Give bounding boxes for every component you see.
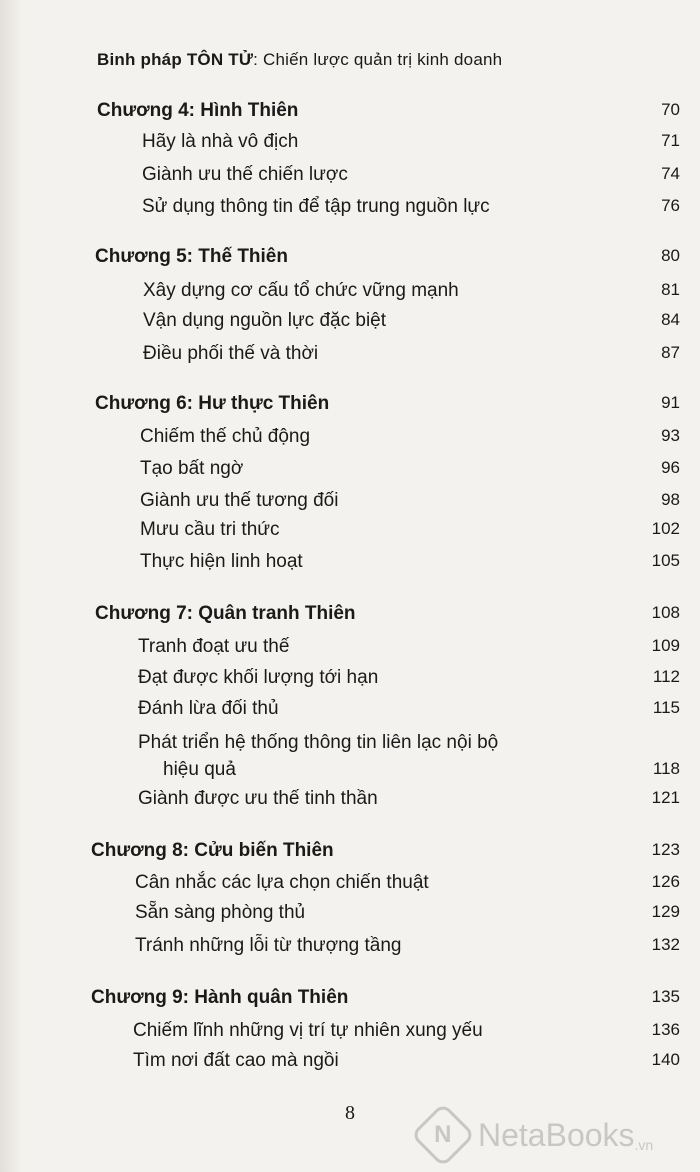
entry-page-number: 74 [661, 164, 680, 183]
entry-page-number: 115 [652, 698, 680, 717]
chapter-title: Chương 8: Cửu biến Thiên [91, 840, 334, 861]
toc-entry: Điều phối thế và thời [143, 343, 319, 364]
entry-page-number: 105 [651, 551, 680, 570]
toc-entry: Đánh lừa đối thủ [138, 698, 279, 719]
entry-page-number: 112 [652, 667, 680, 686]
toc-entry: Giành ưu thế tương đối [140, 490, 339, 511]
book-subtitle: Chiến lược quản trị kinh doanh [263, 50, 503, 69]
toc-entry: Tranh đoạt ưu thế [138, 636, 290, 657]
book-title: Binh pháp TÔN TỬ [97, 50, 254, 69]
page-folio: 8 [345, 1102, 355, 1124]
header-separator: : [253, 50, 259, 69]
entry-page-number: 121 [651, 788, 680, 807]
watermark-suffix: .vn [634, 1137, 654, 1153]
entry-page-number: 98 [661, 490, 680, 509]
chapter-page-number: 108 [651, 603, 680, 622]
toc-entry: Tạo bất ngờ [140, 458, 244, 479]
toc-entry: Tìm nơi đất cao mà ngồi [133, 1050, 339, 1071]
entry-page-number: 136 [651, 1020, 680, 1039]
toc-entry: Mưu cầu tri thức [140, 519, 280, 540]
netabooks-logo-icon [410, 1102, 475, 1167]
entry-page-number: 93 [661, 426, 680, 445]
toc-entry: Thực hiện linh hoạt [140, 551, 303, 572]
entry-page-number: 71 [661, 131, 680, 150]
toc-entry: Cân nhắc các lựa chọn chiến thuật [135, 872, 429, 893]
entry-page-number: 81 [661, 280, 680, 299]
entry-page-number: 118 [652, 759, 680, 778]
toc-entry: Đạt được khối lượng tới hạn [138, 667, 379, 688]
entry-page-number: 109 [651, 636, 680, 655]
chapter-page-number: 123 [651, 840, 680, 859]
entry-page-number: 102 [651, 519, 680, 538]
watermark-text: NetaBooks [478, 1116, 635, 1153]
entry-page-number: 87 [661, 343, 680, 362]
entry-page-number: 84 [661, 310, 680, 329]
chapter-page-number: 80 [661, 246, 680, 265]
entry-page-number: 132 [651, 935, 680, 954]
toc-entry-continuation: hiệu quả [163, 759, 236, 780]
toc-entry: Sử dụng thông tin để tập trung nguồn lực [142, 196, 490, 217]
toc-entry: Xây dựng cơ cấu tổ chức vững mạnh [143, 280, 459, 301]
toc-entry: Giành ưu thế chiến lược [142, 164, 348, 185]
toc-entry: Phát triển hệ thống thông tin liên lạc nội bộ [138, 732, 499, 753]
entry-page-number: 126 [651, 872, 680, 891]
chapter-title: Chương 4: Hình Thiên [97, 100, 299, 121]
chapter-title: Chương 9: Hành quân Thiên [91, 987, 349, 1008]
entry-page-number: 129 [651, 902, 680, 921]
watermark-logo-letter: N [434, 1121, 452, 1148]
chapter-title: Chương 6: Hư thực Thiên [95, 393, 330, 414]
toc-entry: Chiếm thế chủ động [140, 426, 311, 447]
chapter-page-number: 91 [661, 393, 680, 412]
chapter-page-number: 135 [651, 987, 680, 1006]
toc-entry: Vận dụng nguồn lực đặc biệt [143, 310, 387, 331]
entry-page-number: 140 [651, 1050, 680, 1069]
chapter-page-number: 70 [661, 100, 680, 119]
entry-page-number: 96 [661, 458, 680, 477]
toc-entry: Sẵn sàng phòng thủ [135, 902, 306, 923]
toc-entry: Chiếm lĩnh những vị trí tự nhiên xung yếu [133, 1020, 483, 1041]
toc-entry: Hãy là nhà vô địch [142, 131, 299, 152]
toc-entry: Tránh những lỗi từ thượng tầng [135, 935, 402, 956]
chapter-title: Chương 5: Thế Thiên [95, 246, 288, 267]
watermark [420, 1107, 653, 1163]
chapter-title: Chương 7: Quân tranh Thiên [95, 603, 356, 624]
toc-entry: Giành được ưu thế tinh thần [138, 788, 378, 809]
entry-page-number: 76 [661, 196, 680, 215]
